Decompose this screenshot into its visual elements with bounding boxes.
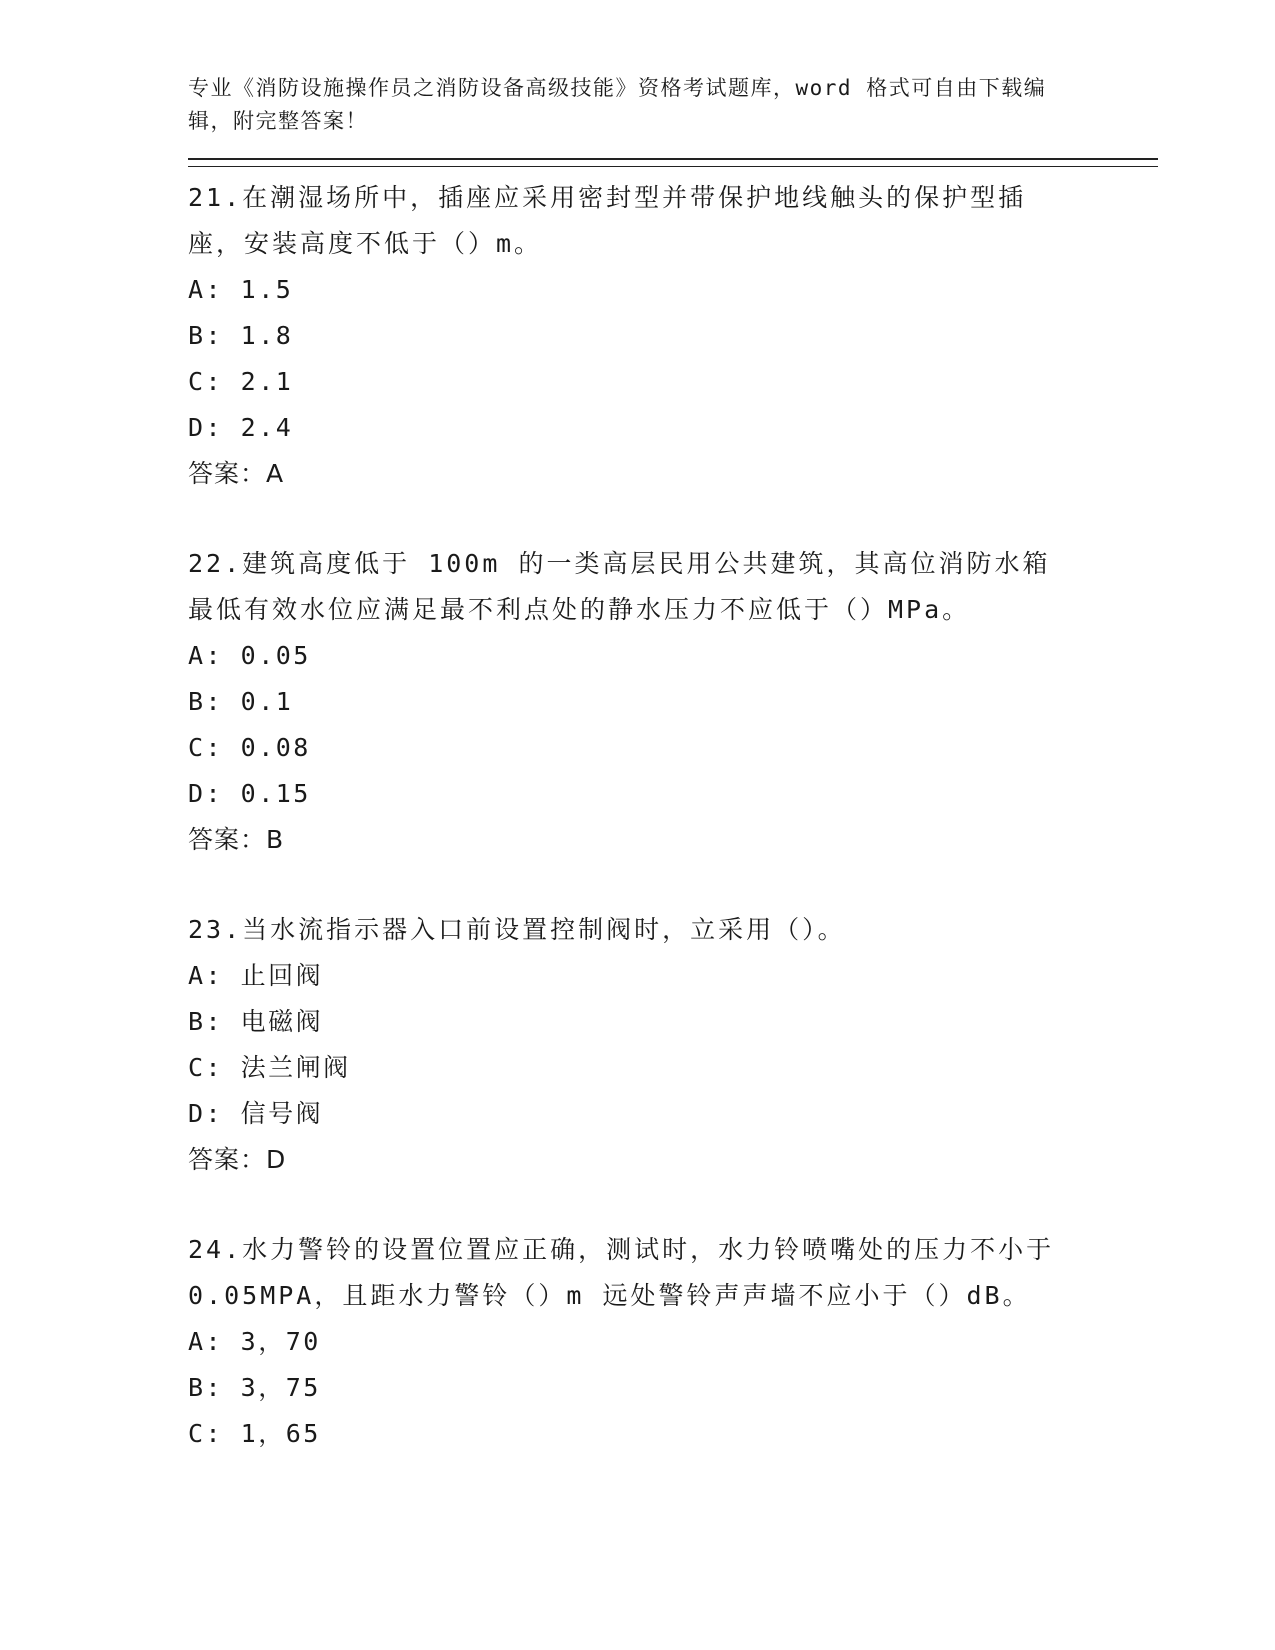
- question-stem: 23.当水流指示器入口前设置控制阀时，立采用（）。: [188, 915, 846, 944]
- option-c: C: 2.1: [188, 367, 294, 396]
- question-22: [188, 541, 1158, 863]
- answer-line: 答案：A: [188, 459, 285, 488]
- option-c: C: 法兰闸阀: [188, 1053, 351, 1082]
- question-stem: 24.水力警铃的设置位置应正确，测试时，水力铃喷嘴处的压力不小于 0.05MPA，且距水力警铃（）m 远处警铃声声墙不应小于（）dB。: [188, 1235, 1055, 1310]
- option-d: D: 2.4: [188, 413, 294, 442]
- option-b: B: 电磁阀: [188, 1007, 324, 1036]
- document-page: [188, 72, 1158, 1457]
- question-24: [188, 1227, 1158, 1457]
- option-d: D: 0.15: [188, 779, 311, 808]
- question-stem: 21.在潮湿场所中，插座应采用密封型并带保护地线触头的保护型插座，安装高度不低于（）m。: [188, 183, 1027, 258]
- question-23: [188, 907, 1158, 1183]
- option-a: A: 1.5: [188, 275, 294, 304]
- option-c: C: 1，65: [188, 1419, 321, 1448]
- option-a: A: 3，70: [188, 1327, 321, 1356]
- answer-line: 答案：D: [188, 1145, 287, 1174]
- question-21: [188, 175, 1158, 497]
- answer-line: 答案：B: [188, 825, 285, 854]
- option-b: B: 1.8: [188, 321, 294, 350]
- question-stem: 22.建筑高度低于 100m 的一类高层民用公共建筑，其高位消防水箱最低有效水位应满足最不利点处的静水压力不应低于（）MPa。: [188, 549, 1051, 624]
- option-a: A: 止回阀: [188, 961, 324, 990]
- document-description: 专业《消防设施操作员之消防设备高级技能》资格考试题库，word 格式可自由下载编辑，附完整答案！: [188, 76, 1047, 133]
- header-divider: [188, 158, 1158, 167]
- option-b: B: 0.1: [188, 687, 294, 716]
- option-a: A: 0.05: [188, 641, 311, 670]
- option-b: B: 3，75: [188, 1373, 321, 1402]
- option-d: D: 信号阀: [188, 1099, 324, 1128]
- option-c: C: 0.08: [188, 733, 311, 762]
